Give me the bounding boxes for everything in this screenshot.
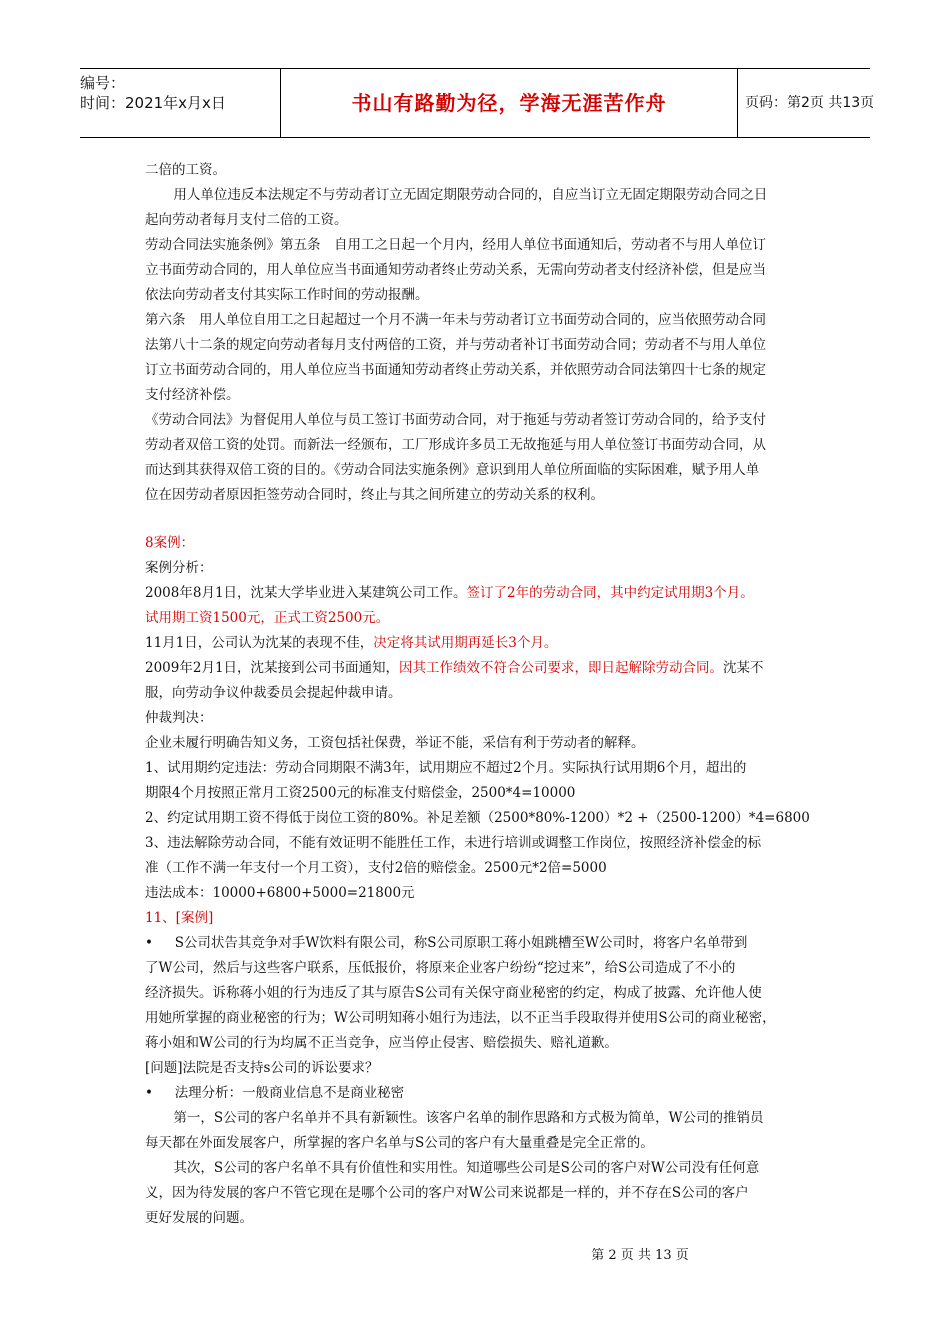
paragraph-line: 蒋小姐和W公司的行为均属不正当竞争，应当停止侵害、赔偿损失、赔礼道歉。 bbox=[145, 1035, 618, 1051]
document-body bbox=[145, 158, 815, 1231]
paragraph-line: 仲裁判决： bbox=[145, 710, 213, 726]
paragraph-line: 每天都在外面发展客户，所掌握的客户名单与S公司的客户有大量重叠是完全正常的。 bbox=[145, 1135, 654, 1151]
paragraph-line: 准（工作不满一年支付一个月工资），支付2倍的赔偿金。2500元*2倍=5000 bbox=[145, 860, 607, 876]
paragraph-line: 支付经济补偿。 bbox=[145, 387, 240, 403]
paragraph-line: 用她所掌握的商业秘密的行为；W公司明知蒋小姐行为违法，以不正当手段取得并使用S公司的商业秘密， bbox=[145, 1010, 776, 1026]
text-span: 2008年8月1日，沈某大学毕业进入某建筑公司工作。 bbox=[145, 585, 467, 601]
paragraph-line: 二倍的工资。 bbox=[145, 162, 226, 178]
paragraph-line: 服，向劳动争议仲裁委员会提起仲裁申请。 bbox=[145, 685, 402, 701]
paragraph-gap bbox=[145, 508, 815, 531]
bullet-icon: • bbox=[145, 935, 153, 951]
paragraph-line: 经济损失。诉称蒋小姐的行为违反了其与原告S公司有关保守商业秘密的约定，构成了披露、允许他人使 bbox=[145, 985, 762, 1001]
paragraph-line: 违法成本：10000+6800+5000=21800元 bbox=[145, 885, 415, 901]
paragraph-line: 2、约定试用期工资不得低于岗位工资的80%。补足差额（2500*80%-1200）*2 +（2500-1200）*4=6800 bbox=[145, 810, 810, 826]
highlight-span: 签订了2年的劳动合同，其中约定试用期3个月。 bbox=[466, 585, 754, 601]
paragraph-line: 其次，S公司的客户名单不具有价值性和实用性。知道哪些公司是S公司的客户对W公司没有任何意 bbox=[173, 1160, 760, 1176]
paragraph-line bbox=[145, 631, 815, 656]
paragraph-line: 案例分析： bbox=[145, 560, 213, 576]
page-footer bbox=[0, 1244, 950, 1263]
paragraph-line: 立书面劳动合同的，用人单位应当书面通知劳动者终止劳动关系，无需向劳动者支付经济补偿，但是应当 bbox=[145, 262, 766, 278]
highlight-span: 因其工作绩效不符合公司要求，即日起解除劳动合同。 bbox=[399, 660, 724, 676]
bullet-icon: • bbox=[145, 1085, 153, 1101]
paragraph-line: 位在因劳动者原因拒签劳动合同时，终止与其之间所建立的劳动关系的权利。 bbox=[145, 487, 604, 503]
bullet-line bbox=[145, 931, 815, 956]
section-heading-case-8: 8案例： bbox=[145, 535, 195, 551]
paragraph-line: 第六条 用人单位自用工之日起超过一个月不满一年未与劳动者订立书面劳动合同的，应当依照劳动合同 bbox=[145, 312, 766, 328]
bullet-line bbox=[145, 1081, 815, 1106]
paragraph-line: 《劳动合同法》为督促用人单位与员工签订书面劳动合同，对于拖延与劳动者签订劳动合同的，给予支付 bbox=[145, 412, 766, 428]
paragraph-line: 1、试用期约定违法：劳动合同期限不满3年，试用期应不超过2个月。实际执行试用期6个月，超出的 bbox=[145, 760, 747, 776]
highlight-line: 试用期工资1500元，正式工资2500元。 bbox=[145, 610, 390, 626]
paragraph-line: 3、违法解除劳动合同，不能有效证明不能胜任工作，未进行培训或调整工作岗位，按照经济补偿金的标 bbox=[145, 835, 762, 851]
footer-page-number: 第 2 页 共 13 页 bbox=[591, 1248, 689, 1263]
paragraph-line: 而达到其获得双倍工资的目的。《劳动合同法实施条例》意识到用人单位所面临的实际困难，赋予用人单 bbox=[145, 462, 760, 478]
document-number-label: 编号： bbox=[80, 74, 126, 92]
text-span: 法理分析：一般商业信息不是商业秘密 bbox=[174, 1085, 405, 1101]
text-span: 2009年2月1日，沈某接到公司书面通知， bbox=[145, 660, 400, 676]
paragraph-line: 用人单位违反本法规定不与劳动者订立无固定期限劳动合同的，自应当订立无固定期限劳动合同之日 bbox=[173, 187, 768, 203]
paragraph-line: 依法向劳动者支付其实际工作时间的劳动报酬。 bbox=[145, 287, 429, 303]
text-span: 沈某不 bbox=[723, 660, 764, 676]
paragraph-line: 劳动者双倍工资的处罚。而新法一经颁布，工厂形成许多员工无故拖延与用人单位签订书面劳动合同，从 bbox=[145, 437, 766, 453]
page-header bbox=[80, 68, 875, 138]
paragraph-line: 期限4个月按照正常月工资2500元的标准支付赔偿金，2500*4=10000 bbox=[145, 785, 576, 801]
section-heading-case-11: 11、[案例] bbox=[145, 910, 214, 926]
paragraph-line bbox=[145, 656, 815, 681]
paragraph-line bbox=[145, 581, 815, 606]
paragraph-line: 义，因为待发展的客户不管它现在是哪个公司的客户对W公司来说都是一样的，并不存在S公司的客户 bbox=[145, 1185, 749, 1201]
paragraph-line: 第一，S公司的客户名单并不具有新颖性。该客户名单的制作思路和方式极为简单，W公司的推销员 bbox=[173, 1110, 764, 1126]
paragraph-line: 劳动合同法实施条例》第五条 自用工之日起一个月内，经用人单位书面通知后，劳动者不与用人单位订 bbox=[145, 237, 766, 253]
paragraph-line: 法第八十二条的规定向劳动者每月支付两倍的工资，并与劳动者补订书面劳动合同；劳动者不与用人单位 bbox=[145, 337, 766, 353]
paragraph-line: 更好发展的问题。 bbox=[145, 1210, 253, 1226]
document-time-label: 时间：2021年x月x日 bbox=[80, 94, 226, 112]
header-page-info: 页码：第2页 共13页 bbox=[745, 95, 875, 111]
paragraph-line: 起向劳动者每月支付二倍的工资。 bbox=[145, 212, 348, 228]
header-left-cell bbox=[80, 69, 280, 141]
paragraph-line: 了W公司，然后与这些客户联系，压低报价，将原来企业客户纷纷“挖过来”，给S公司造成了不小的 bbox=[145, 960, 736, 976]
paragraph-line: 企业未履行明确告知义务，工资包括社保费，举证不能，采信有利于劳动者的解释。 bbox=[145, 735, 645, 751]
text-span: S公司状告其竞争对手W饮料有限公司，称S公司原职工蒋小姐跳槽至W公司时，将客户名单带到 bbox=[174, 935, 748, 951]
paragraph-line: [问题]法院是否支持s公司的诉讼要求？ bbox=[145, 1060, 379, 1076]
text-span: 11月1日，公司认为沈某的表现不佳， bbox=[145, 635, 374, 651]
paragraph-line: 订立书面劳动合同的，用人单位应当书面通知劳动者终止劳动关系，并依照劳动合同法第四十七条的规定 bbox=[145, 362, 766, 378]
header-motto: 书山有路勤为径，学海无涯苦作舟 bbox=[280, 69, 738, 137]
highlight-span: 决定将其试用期再延长3个月。 bbox=[373, 635, 558, 651]
